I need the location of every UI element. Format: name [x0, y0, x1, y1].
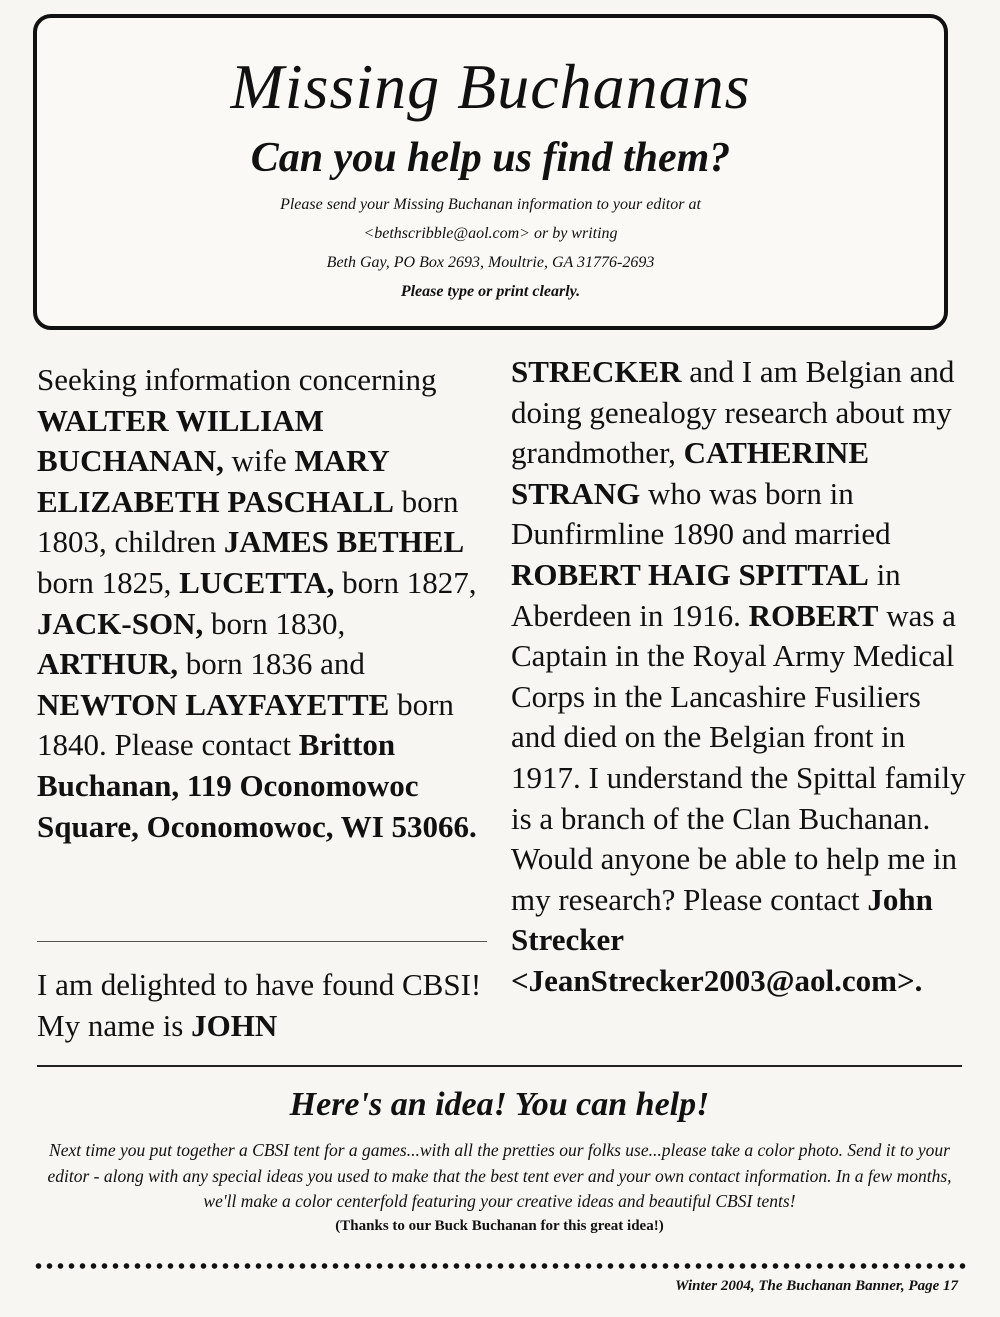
page-footer: Winter 2004, The Buchanan Banner, Page 17	[675, 1278, 958, 1294]
idea-body: Next time you put together a CBSI tent for a games...with all the pretties our folks use...please take a color photo. Send it to your editor - along with any special ideas you used to make that the best tent ever and your own contact information. In a few months, we'll make a color centerfold featuring your creative ideas and beautiful CBSI tents!	[47, 1140, 952, 1212]
entry-name: NEWTON LAYFAYETTE	[37, 686, 390, 722]
missing-buchanans-box	[33, 14, 948, 330]
entry-text: was a Captain in the Royal Army Medical Corps in the Lancashire Fusiliers and died on the Belgian front in 1917. I understand the Spittal family is a branch of the Clan Buchanan. Would anyone be able to help me in my research? Please contact	[511, 597, 966, 917]
entry-name: WALTER WILLIAM BUCHANAN,	[37, 402, 324, 479]
contact-info: John Strecker <JeanStrecker2003@aol.com>.	[511, 881, 933, 998]
entry-name: JOHN	[191, 1007, 278, 1043]
page-subtitle: Can you help us find them?	[250, 135, 731, 181]
entry-text: in Aberdeen in 1916.	[511, 556, 901, 633]
entry-text: who was born in Dunfirmline 1890 and married	[511, 475, 891, 552]
entry-text: wife	[223, 443, 295, 479]
entry-text: born 1836 and	[178, 646, 365, 682]
contact-info: Britton Buchanan, 119 Oconomowoc Square, Oconomowoc, WI 53066.	[37, 727, 477, 844]
info-line-4: Please type or print clearly.	[400, 283, 581, 300]
entry-name: MARY ELIZABETH PASCHALL	[37, 443, 394, 519]
submission-info	[37, 190, 944, 306]
entry-text: born 1827,	[334, 564, 477, 600]
entry-text: born 1840. Please contact	[37, 686, 454, 763]
entry-name: ROBERT	[748, 597, 879, 633]
info-line-2: <bethscribble@aol.com> or by writing	[363, 225, 618, 242]
page-title: Missing Buchanans	[230, 51, 751, 122]
entry-name: JAMES BETHEL	[223, 524, 465, 560]
entry-text: born 1830,	[203, 605, 346, 641]
info-line-1: Please send your Missing Buchanan information to your editor at	[280, 196, 701, 213]
dotted-divider	[33, 1262, 968, 1270]
buchanan-query-entry	[37, 360, 492, 847]
strecker-query-continued	[511, 352, 971, 1002]
entry-name: ARTHUR,	[37, 646, 178, 682]
entry-name: CATHERINE STRANG	[511, 435, 870, 511]
idea-section	[37, 1078, 962, 1237]
section-divider	[37, 1065, 962, 1067]
idea-thanks: (Thanks to our Buck Buchanan for this great idea!)	[335, 1218, 664, 1235]
entry-text: I am delighted to have found CBSI! My name is	[37, 967, 482, 1043]
entry-name: ROBERT HAIG SPITTAL	[511, 556, 869, 592]
info-line-3: Beth Gay, PO Box 2693, Moultrie, GA 31776-2693	[326, 254, 655, 271]
entry-text: born 1803, children	[37, 483, 459, 560]
divider	[37, 941, 487, 942]
entry-name: JACK-SON,	[37, 605, 204, 641]
entry-text: Seeking information concerning	[37, 362, 437, 397]
idea-title: Here's an idea! You can help!	[289, 1086, 710, 1123]
entry-text: and I am Belgian and doing genealogy research about my grandmother,	[511, 354, 955, 471]
entry-text: born 1825,	[37, 564, 180, 600]
entry-name: STRECKER	[511, 354, 682, 389]
entry-name: LUCETTA,	[179, 564, 335, 600]
strecker-query-start	[37, 965, 492, 1046]
